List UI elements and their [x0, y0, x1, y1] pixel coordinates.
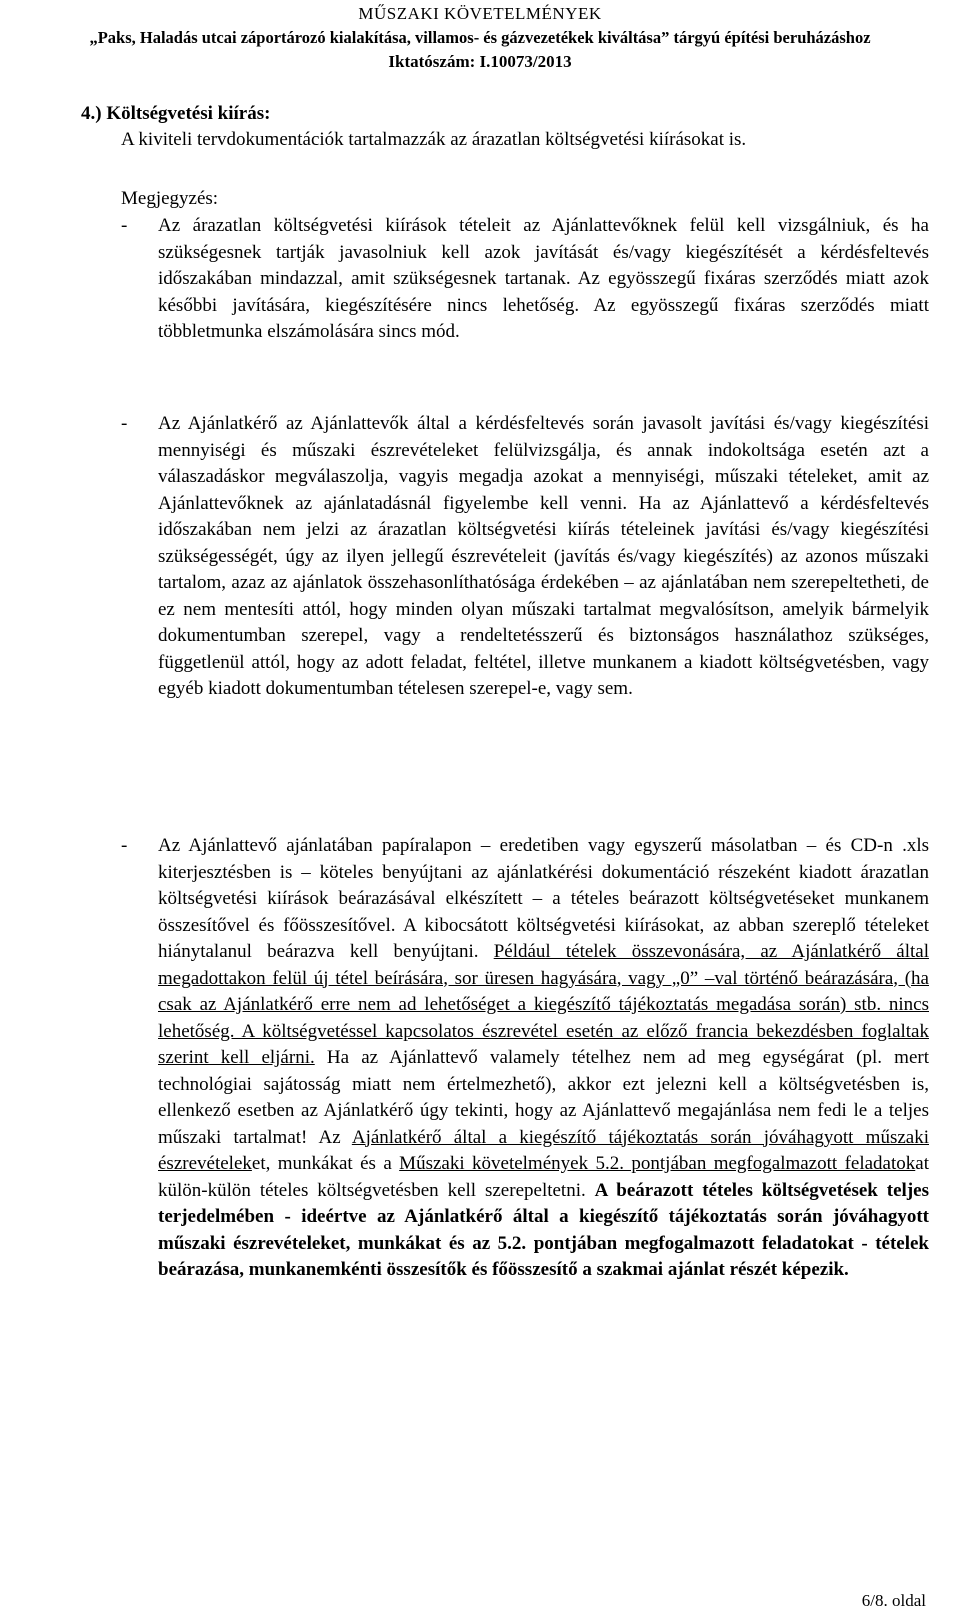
page-number: 6/8. oldal	[861, 1591, 926, 1610]
note-item-3-text	[158, 833, 929, 1284]
note-item-2-text: Az Ajánlatkérő az Ajánlattevők által a kérdésfeltevés során javasolt javítási és/vagy kiegészítési mennyiségi és műszaki észrevételeket felülvizsgálja, és annak indokoltsága esetén azt a válaszadáskor megválaszolja, vagyis megadja azokat a mennyiségi, műszaki tételeket, amit az Ajánlattevőknek az ajánlatadásnál figyelembe kell venni. Ha az Ajánlattevő a kérdésfeltevés időszakában nem jelzi az árazatlan költségvetési kiírás tételeinek javítási és/vagy kiegészítési szükségességét, úgy az ilyen jellegű észrevételeit (javítás és/vagy kiegészítés) az azonos műszaki tartalom, azaz az ajánlatok összehasonlíthatósága érdekében – az ajánlatában nem szerepeltetheti, de ez nem mentesíti attól, hogy minden olyan műszaki tartalmat megvalósítson, amelyik bármelyik dokumentumban szerepel, vagy a rendeltetésszerű és biztonságos használathoz szükséges, függetlenül attól, hogy az adott feladat, feltétel, illetve munkanem a kiadott költségvetésben, vagy egyéb kiadott dokumentumban tételesen szerepel-e, vagy sem.	[158, 413, 929, 699]
item3-text-1: Az Ajánlattevő ajánlatában papíralapon – eredetiben vagy egyszerű másolatban – és CD-n .xls kiterjesztésben is – köteles benyújtani az ajánlatkérési dokumentáció részeként kiadott árazatlan költségvetési kiírások beárazásával elkészített – a tételes beárazott költségvetéseket munkanem összesítővel és főösszesítővel. A kibocsátott költségvetési kiírásokat, az abban szereplő tételeket hiánytalanul beárazva kell benyújtani.	[158, 835, 929, 962]
list-dash: -	[121, 835, 128, 856]
item3-bold-conclusion: A beárazott tételes költségvetések teljes terjedelmében - ideértve az Ajánlatkérő által a kiegészítő tájékoztatás során jóváhagyott műszaki észrevételeket, munkákat és az 5.2. pontjában megfogalmazott feladatokat - tételek beárazása, munkanemkénti összesítők és főösszesítő a szakmai ajánlat részét képezik.	[158, 1179, 929, 1280]
header-reference: Iktatószám: I.10073/2013	[388, 52, 572, 71]
item3-underlined-1: Például tételek összevonására, az Ajánlatkérő által megadottakon felül új tétel beírására, sor üresen hagyására, vagy „0” –val történő beárazására, (ha csak az Ajánlatkérő erre nem ad lehetőséget a kiegészítő tájékoztatás megadása során) stb. nincs lehetőség. A költségvetéssel kapcsolatos észrevétel esetén az előző francia bekezdésben foglaltak szerint kell eljárni.	[158, 941, 929, 1068]
item3-text-3: et, munkákat és a	[251, 1153, 400, 1174]
section-budget	[81, 101, 931, 153]
header-title: MŰSZAKI KÖVETELMÉNYEK	[358, 4, 602, 23]
page-header	[0, 2, 960, 74]
note-item-3	[121, 833, 929, 1284]
list-dash: -	[121, 413, 128, 434]
section-intro: A kiviteli tervdokumentációk tartalmazzák az árazatlan költségvetési kiírásokat is.	[121, 129, 747, 150]
item3-underlined-3: Műszaki követelmények 5.2. pontjában megfogalmazott feladatok	[399, 1153, 916, 1174]
note-item-1-text: Az árazatlan költségvetési kiírások tételeit az Ajánlattevőknek felül kell vizsgálniuk, és ha szükségesnek tartják javasolniuk kell azok javítását és/vagy kiegészítését a kérdésfeltevés időszakában mindazzal, amit szükségesnek tartanak. Az egyösszegű fixáras szerződés miatt azok későbbi javítására, kiegészítésére nincs lehetőség. Az egyösszegű fixáras szerződés miatt többletmunka elszámolására sincs mód.	[158, 215, 929, 342]
note-item-2	[121, 411, 929, 703]
item3-text-4: at külön-külön tételes költségvetésben kell szerepeltetni.	[158, 1153, 929, 1201]
item3-underlined-2: Ajánlatkérő által a kiegészítő tájékoztatás során jóváhagyott műszaki észrevételek	[158, 1126, 929, 1174]
list-dash: -	[121, 215, 128, 236]
note-item-1	[121, 213, 929, 346]
item3-text-2: Ha az Ajánlattevő valamely tételhez nem ad meg egységárat (pl. mert technológiai sajátosság miatt nem értelmezhető), akkor ezt jelezni kell a költségvetésben is, ellenkező esetben az Ajánlatkérő úgy tekinti, hogy az Ajánlattevő megajánlása nem fedi le a teljes műszaki tartalmat! Az	[158, 1047, 930, 1148]
note-label: Megjegyzés:	[121, 188, 219, 209]
header-project: „Paks, Haladás utcai záportározó kialakítása, villamos- és gázvezetékek kiváltása” tárgyú építési beruházáshoz	[89, 28, 871, 47]
section-title: 4.) Költségvetési kiírás:	[81, 103, 271, 124]
